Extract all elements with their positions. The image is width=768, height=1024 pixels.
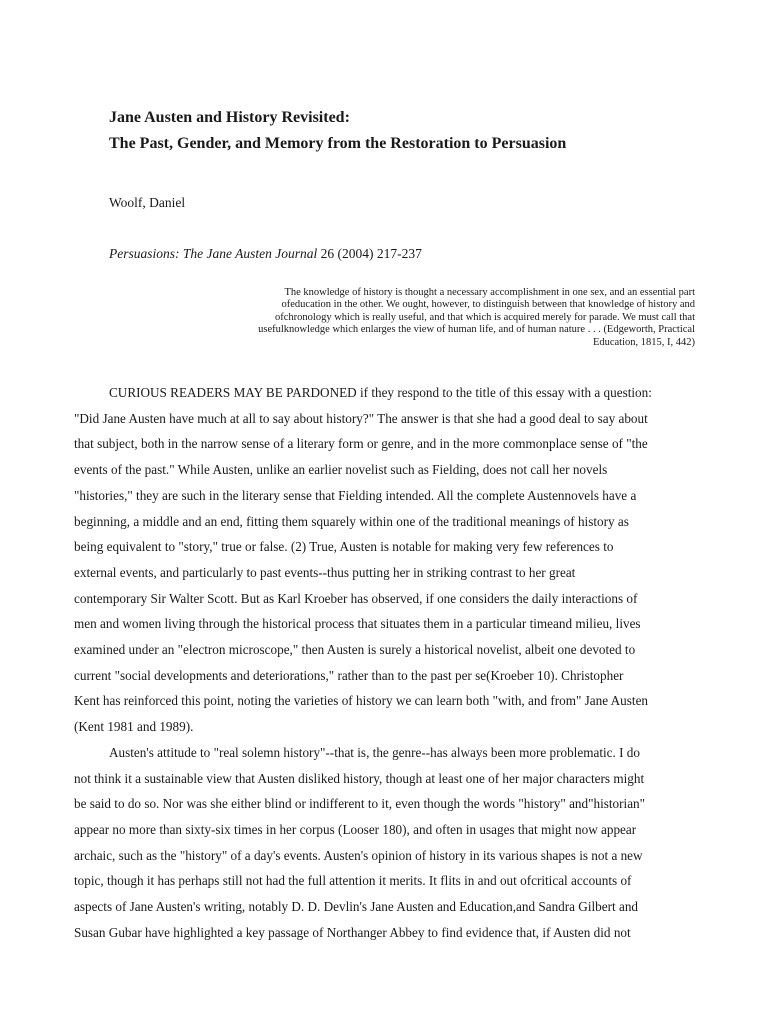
article-title-line-2: The Past, Gender, and Memory from the Restoration to Persuasion (109, 135, 567, 152)
body-line: aspects of Jane Austen's writing, notably D. D. Devlin's Jane Austen and Education,and Sandra Gilbert and (74, 899, 639, 915)
body-line: contemporary Sir Walter Scott. But as Karl Kroeber has observed, if one considers the daily interactions of (74, 590, 638, 606)
epigraph (195, 287, 695, 349)
body-line: archaic, such as the "history" of a day's events. Austen's opinion of history in its various shapes is not a new (74, 847, 643, 863)
body-line: topic, though it has perhaps still not had the full attention it merits. It flits in and out ofcritical accounts of (74, 873, 632, 889)
body-line: Kent has reinforced this point, noting the varieties of history we can learn both "with, and from" Jane Austen (74, 693, 649, 709)
body-line: being equivalent to "story," true or false. (2) True, Austen is notable for making very few references to (74, 539, 614, 555)
body-line: be said to do so. Nor was she either blind or indifferent to it, even though the words "history" and"historian" (74, 796, 646, 812)
epigraph-line: Education, 1815, I, 442) (592, 336, 695, 348)
epigraph-line: usefulknowledge which enlarges the view of human life, and of human nature . . . (Edgeworth, Practical (258, 324, 695, 336)
body-line: events of the past." While Austen, unlike an earlier novelist such as Fielding, does not call her novels (74, 462, 608, 478)
body-line: external events, and particularly to past events--thus putting her in striking contrast to her great (74, 564, 576, 580)
body-line: that subject, both in the narrow sense of a literary form or genre, and in the more commonplace sense of "the (74, 436, 648, 452)
body-line: "histories," they are such in the literary sense that Fielding intended. All the complete Austennovels have a (74, 487, 637, 503)
epigraph-line: The knowledge of history is thought a necessary accomplishment in one sex, and an essential part (284, 287, 695, 298)
body-line: examined under an "electron microscope," then Austen is surely a historical novelist, albeit one devoted to (74, 642, 636, 658)
body-line: not think it a sustainable view that Austen disliked history, though at least one of her major characters might (74, 770, 645, 786)
journal-details: 26 (2004) 217-237 (317, 246, 422, 261)
body-line: men and women living through the historical process that situates them in a particular timeand milieu, lives (74, 616, 641, 632)
body-line: current "social developments and deteriorations," rather than to the past per se(Kroeber 10). Christopher (74, 667, 624, 683)
body-line: "Did Jane Austen have much at all to say about history?" The answer is that she had a good deal to say about (74, 410, 648, 426)
body-line: (Kent 1981 and 1989). (74, 719, 194, 735)
body-line: CURIOUS READERS MAY BE PARDONED if they respond to the title of this essay with a question: (109, 385, 652, 400)
body-line: Susan Gubar have highlighted a key passage of Northanger Abbey to find evidence that, if Austen did not (74, 924, 631, 940)
article-title-line-1: Jane Austen and History Revisited: (109, 109, 350, 126)
article-author: Woolf, Daniel (109, 195, 186, 210)
journal-citation (109, 246, 422, 262)
body-line: beginning, a middle and an end, fitting them squarely within one of the traditional meanings of history as (74, 513, 629, 529)
body-line: appear no more than sixty-six times in her corpus (Looser 180), and often in usages that might now appear (74, 821, 637, 837)
body-text (74, 380, 696, 945)
epigraph-line: ofchronology which is really useful, and that which is acquired merely for parade. We must call that (275, 311, 695, 323)
journal-name: Persuasions: The Jane Austen Journal (109, 246, 318, 261)
body-line: Austen's attitude to "real solemn history"--that is, the genre--has always been more problematic. I do (109, 744, 640, 760)
epigraph-line: ofeducation in the other. We ought, however, to distinguish between that knowledge of history and (281, 299, 695, 311)
